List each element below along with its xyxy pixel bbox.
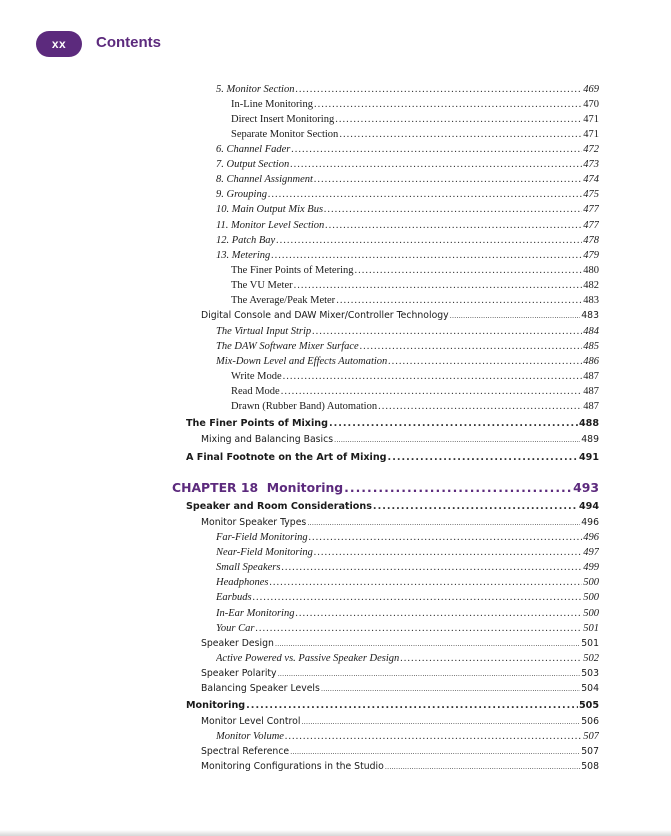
toc-entry-title: 13. Metering	[216, 250, 271, 261]
toc-entry	[216, 651, 599, 666]
toc-entry	[186, 416, 599, 432]
toc-entry-page: 489	[581, 434, 599, 445]
toc-entry-title: 11. Monitor Level Section	[216, 220, 325, 231]
toc-entry	[216, 233, 599, 248]
toc-entry	[216, 82, 599, 97]
toc-entry	[201, 636, 599, 651]
dot-leader	[285, 729, 582, 744]
toc-entry-page: 485	[583, 341, 599, 352]
dot-leader	[246, 698, 578, 714]
toc-entry-title: 10. Main Output Mix Bus	[216, 204, 324, 215]
page-bottom-edge	[0, 830, 671, 836]
toc-entry	[216, 621, 599, 636]
toc-entry-page: 496	[583, 532, 599, 543]
toc-entry-page: 478	[583, 235, 599, 246]
toc-entry-page: 494	[578, 501, 599, 512]
toc-entry-page: 483	[583, 295, 599, 306]
toc-entry-title: In-Ear Monitoring	[216, 608, 295, 619]
toc-entry-title: Monitor Volume	[216, 731, 284, 742]
toc-entry-title: Your Car	[216, 623, 255, 634]
toc-entry-title: Drawn (Rubber Band) Automation	[231, 401, 378, 412]
toc-entry-page: 499	[583, 562, 599, 573]
dot-leader	[255, 621, 582, 636]
toc-entry	[216, 530, 599, 545]
toc-entry-page: 501	[581, 638, 599, 649]
toc-entry-title: Monitoring Configurations in the Studio	[201, 761, 384, 772]
toc-entry	[216, 575, 599, 590]
dot-leader	[295, 82, 582, 97]
page-title: Contents	[96, 34, 161, 51]
dot-leader	[335, 112, 582, 127]
toc-entry-title: 5. Monitor Section	[216, 84, 295, 95]
toc-entry-page: 486	[583, 356, 599, 367]
toc-entry-page: 477	[583, 204, 599, 215]
toc-entry	[216, 354, 599, 369]
toc-entry-page: 484	[583, 326, 599, 337]
toc-entry-title: Speaker Design	[201, 638, 274, 649]
toc-entry-title: Spectral Reference	[201, 746, 290, 757]
toc-entry	[201, 744, 599, 759]
toc-entry-page: 504	[581, 683, 599, 694]
toc-entry-page: 487	[583, 401, 599, 412]
toc-entry-page: 493	[573, 480, 599, 495]
dot-leader	[290, 157, 582, 172]
dot-leader	[388, 354, 582, 369]
toc-entry-title: Mixing and Balancing Basics	[201, 434, 334, 445]
dot-leader	[325, 218, 582, 233]
dot-leader	[314, 545, 582, 560]
toc-entry	[231, 384, 599, 399]
toc-entry-page: 500	[583, 608, 599, 619]
toc-entry-page: 471	[583, 129, 599, 140]
toc-entry-title: Direct Insert Monitoring	[231, 114, 335, 125]
toc-entry-title: The Finer Points of Mixing	[186, 418, 328, 429]
toc-entry-title: The VU Meter	[231, 280, 293, 291]
toc-entry-title: Monitor Level Control	[201, 716, 301, 727]
toc-entry-title: Read Mode	[231, 386, 280, 397]
toc-entry	[231, 97, 599, 112]
toc-entry-page: 488	[578, 418, 599, 429]
dot-leader	[271, 248, 582, 263]
dot-leader	[253, 590, 583, 605]
toc-entry-title: 7. Output Section	[216, 159, 290, 170]
toc-entry	[186, 698, 599, 714]
toc-entry	[216, 142, 599, 157]
toc-entry	[216, 545, 599, 560]
toc-entry-page: 483	[581, 310, 599, 321]
chapter-heading	[172, 478, 599, 498]
dot-leader	[278, 667, 581, 681]
toc-entry-page: 482	[583, 280, 599, 291]
toc-entry-page: 474	[583, 174, 599, 185]
toc-entry-page: 500	[583, 577, 599, 588]
toc-entry	[216, 560, 599, 575]
toc-entry	[201, 666, 599, 681]
toc-entry	[216, 606, 599, 621]
toc-entry-page: 491	[578, 452, 599, 463]
toc-entry-title: The Virtual Input Strip	[216, 326, 312, 337]
toc-entry	[216, 157, 599, 172]
toc-entry-page: 472	[583, 144, 599, 155]
toc-entry-title: Mix-Down Level and Effects Automation	[216, 356, 388, 367]
dot-leader	[324, 202, 582, 217]
toc-entry-page: 487	[583, 386, 599, 397]
toc-entry	[186, 450, 599, 466]
toc-entry-page: 502	[583, 653, 599, 664]
toc-entry	[201, 714, 599, 729]
toc-entry-title: Near-Field Monitoring	[216, 547, 313, 558]
toc-entry	[231, 369, 599, 384]
toc-entry-title: The Average/Peak Meter	[231, 295, 336, 306]
toc-entry	[201, 308, 599, 323]
toc-entry-title: The Finer Points of Metering	[231, 265, 354, 276]
dot-leader	[276, 233, 582, 248]
toc-entry-page: 475	[583, 189, 599, 200]
toc-entry	[201, 515, 599, 530]
toc-entry-title: Far-Field Monitoring	[216, 532, 308, 543]
dot-leader	[275, 637, 580, 651]
dot-leader	[450, 309, 581, 323]
toc-entry-title: 12. Patch Bay	[216, 235, 276, 246]
dot-leader	[281, 384, 583, 399]
dot-leader	[334, 433, 580, 447]
dot-leader	[283, 369, 583, 384]
toc-entry-title: Monitoring	[186, 700, 246, 711]
toc-entry	[186, 499, 599, 515]
toc-entry-page: 507	[581, 746, 599, 757]
toc-entry-page: 503	[581, 668, 599, 679]
toc-entry-title: 8. Channel Assignment	[216, 174, 313, 185]
dot-leader	[281, 560, 582, 575]
toc-entry-title: Digital Console and DAW Mixer/Controller Technology	[201, 310, 449, 321]
toc-entry-page: 470	[583, 99, 599, 110]
dot-leader	[336, 293, 582, 308]
toc-entry	[201, 432, 599, 447]
toc-entry-page: 501	[583, 623, 599, 634]
toc-entry	[216, 187, 599, 202]
toc-entry-title: Headphones	[216, 577, 269, 588]
toc-entry-page: 507	[583, 731, 599, 742]
toc-entry-title: Monitor Speaker Types	[201, 517, 307, 528]
toc-entry-title: Earbuds	[216, 592, 252, 603]
dot-leader	[301, 715, 580, 729]
toc-entry-page: 471	[583, 114, 599, 125]
toc-entry-page: 487	[583, 371, 599, 382]
toc-entry	[231, 127, 599, 142]
dot-leader	[329, 416, 578, 432]
dot-leader	[314, 97, 582, 112]
toc-entry-page: 479	[583, 250, 599, 261]
dot-leader	[344, 478, 572, 498]
toc-entry	[216, 339, 599, 354]
toc-entry	[231, 112, 599, 127]
dot-leader	[378, 399, 582, 414]
dot-leader	[290, 745, 580, 759]
toc-entry-title: 6. Channel Fader	[216, 144, 291, 155]
toc-entry-title: 9. Grouping	[216, 189, 267, 200]
toc-entry	[201, 759, 599, 774]
dot-leader	[291, 142, 582, 157]
toc-entry-title: Speaker Polarity	[201, 668, 277, 679]
dot-leader	[307, 516, 580, 530]
toc-entry-title: In-Line Monitoring	[231, 99, 313, 110]
toc-entry-page: 477	[583, 220, 599, 231]
dot-leader	[321, 682, 580, 696]
toc-entry-title: Active Powered vs. Passive Speaker Design	[216, 653, 400, 664]
dot-leader	[373, 499, 578, 515]
dot-leader	[270, 575, 583, 590]
dot-leader	[388, 450, 578, 466]
toc-entry	[231, 399, 599, 414]
toc-entry	[216, 590, 599, 605]
dot-leader	[354, 263, 582, 278]
toc-entry-title: A Final Footnote on the Art of Mixing	[186, 452, 387, 463]
toc-entry-page: 480	[583, 265, 599, 276]
toc-entry-page: 473	[583, 159, 599, 170]
dot-leader	[294, 278, 583, 293]
toc-entry-title: Small Speakers	[216, 562, 281, 573]
dot-leader	[339, 127, 582, 142]
toc-entry-title: The DAW Software Mixer Surface	[216, 341, 359, 352]
toc-entry-page: 508	[581, 761, 599, 772]
toc-entry	[216, 172, 599, 187]
toc-entry-page: 505	[578, 700, 599, 711]
toc-entry-title: Balancing Speaker Levels	[201, 683, 320, 694]
toc-entry	[216, 324, 599, 339]
toc-entry	[231, 263, 599, 278]
toc-entry	[216, 729, 599, 744]
toc-entry	[201, 681, 599, 696]
toc-entry-title: Separate Monitor Section	[231, 129, 339, 140]
dot-leader	[314, 172, 582, 187]
toc-entry-page: 500	[583, 592, 599, 603]
page-number-badge: xx	[36, 31, 82, 57]
toc-entry-page: 506	[581, 716, 599, 727]
toc-entry-page: 497	[583, 547, 599, 558]
toc-entry-title: Speaker and Room Considerations	[186, 501, 372, 512]
dot-leader	[309, 530, 583, 545]
dot-leader	[385, 760, 580, 774]
toc-entry-title: CHAPTER 18 Monitoring	[172, 480, 344, 495]
toc-entry-page: 496	[581, 517, 599, 528]
toc-entry-page: 469	[583, 84, 599, 95]
dot-leader	[360, 339, 583, 354]
toc-entry	[216, 202, 599, 217]
dot-leader	[312, 324, 582, 339]
toc-entry-title: Write Mode	[231, 371, 282, 382]
toc-entry	[216, 218, 599, 233]
toc-entry	[216, 248, 599, 263]
dot-leader	[400, 651, 582, 666]
dot-leader	[268, 187, 582, 202]
toc-entry	[231, 293, 599, 308]
dot-leader	[295, 606, 582, 621]
toc-entry	[231, 278, 599, 293]
